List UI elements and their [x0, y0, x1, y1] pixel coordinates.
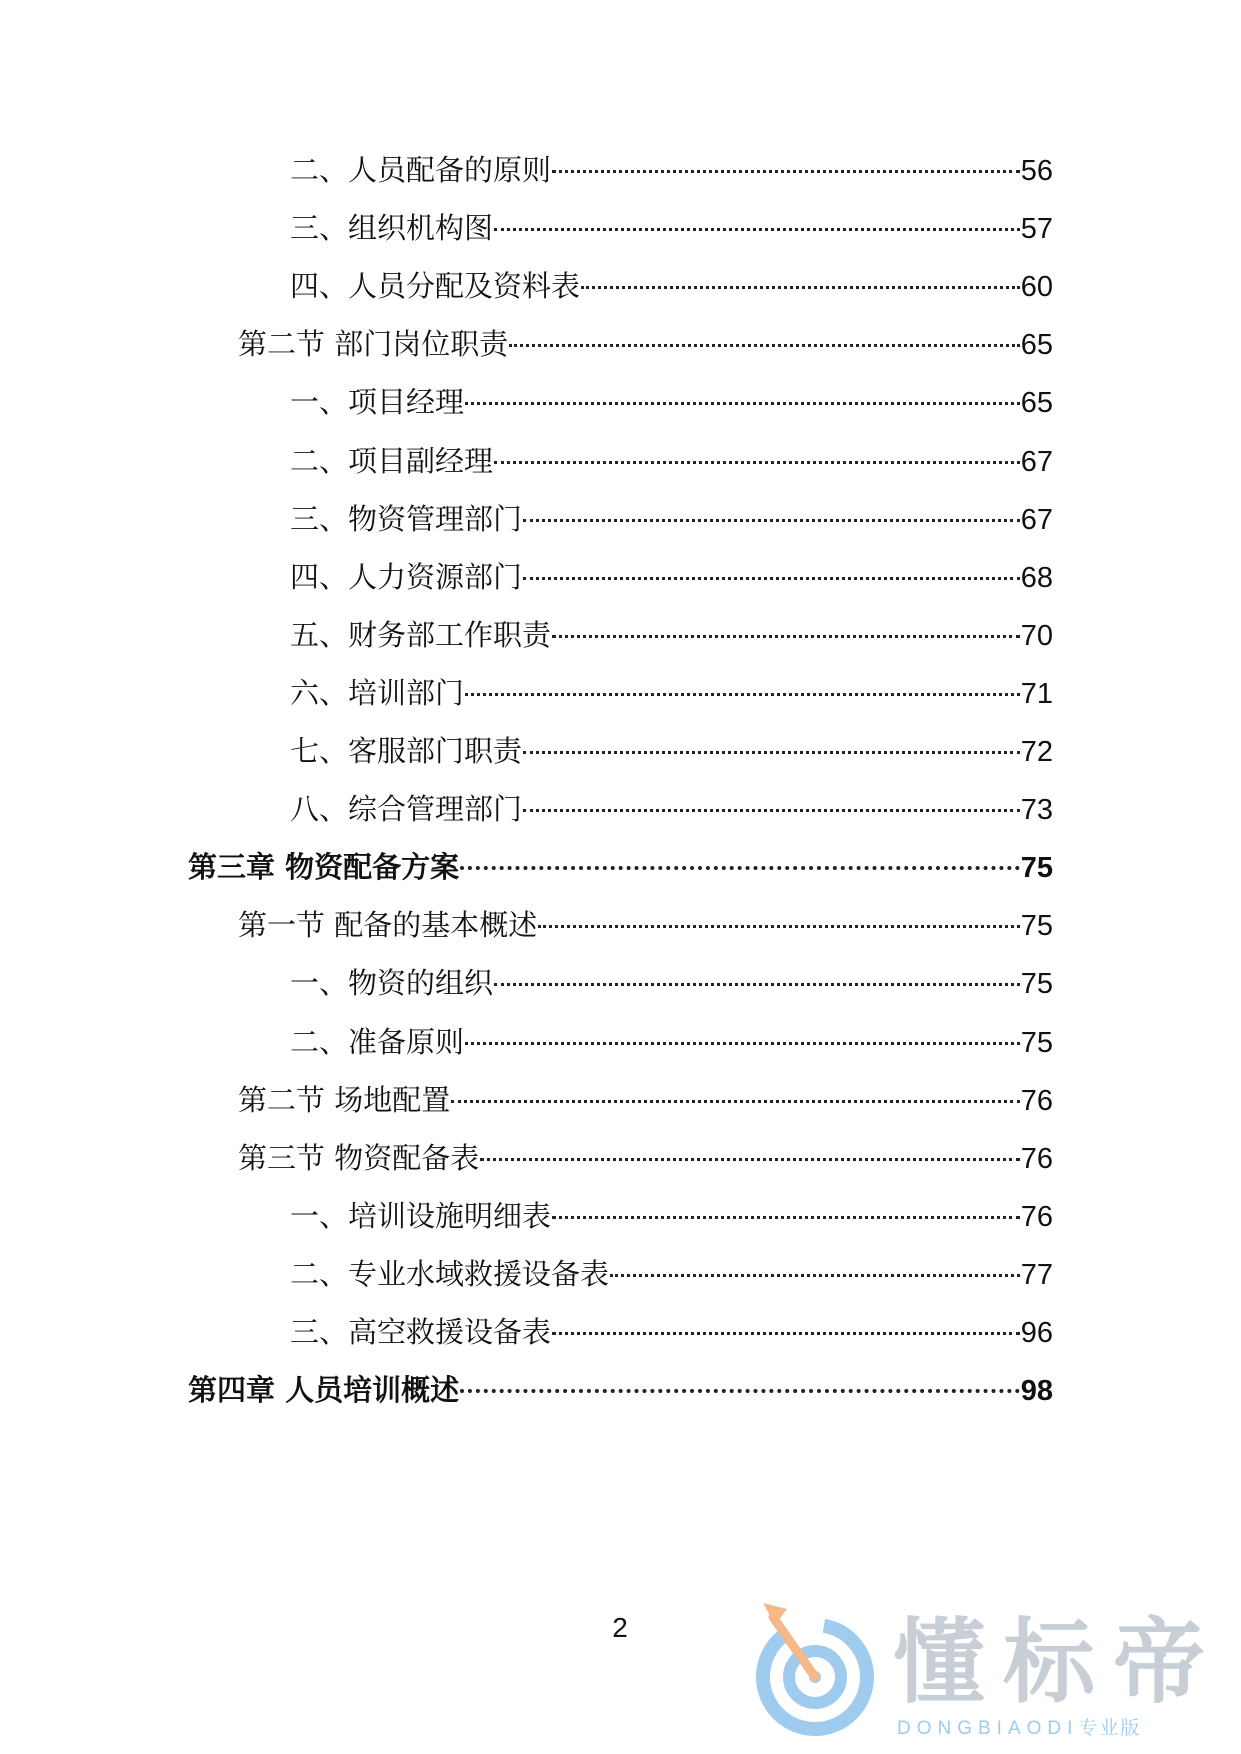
toc-entry-page: 68 [1020, 562, 1053, 594]
toc-entry-title: 一、项目经理 [290, 385, 465, 419]
toc-leader-dots [494, 228, 1020, 231]
toc-entry-title: 二、专业水域救援设备表 [290, 1257, 610, 1291]
toc-entry-title: 七、客服部门职责 [290, 734, 523, 768]
toc-subsection-entry[interactable] [290, 1020, 1053, 1064]
toc-entry-title: 第二节 部门岗位职责 [238, 327, 509, 361]
toc-entry-page: 67 [1020, 446, 1053, 478]
toc-entry-page: 72 [1020, 736, 1053, 768]
toc-leader-dots [465, 1042, 1020, 1045]
toc-subsection-entry[interactable] [290, 729, 1053, 773]
toc-entry-title: 四、人力资源部门 [290, 560, 523, 594]
toc-leader-dots [460, 866, 1020, 870]
toc-entry-title: 第二节 场地配置 [238, 1083, 451, 1117]
target-arrow-icon [753, 1595, 893, 1745]
toc-entry-page: 75 [1020, 852, 1053, 884]
toc-subsection-entry[interactable] [290, 380, 1053, 424]
toc-entry-page: 75 [1020, 1027, 1053, 1059]
toc-entry-page: 76 [1020, 1085, 1053, 1117]
toc-entry-page: 96 [1020, 1317, 1053, 1349]
toc-leader-dots [581, 286, 1020, 289]
toc-leader-dots [523, 809, 1020, 812]
toc-section-entry[interactable] [238, 903, 1053, 947]
toc-entry-title: 第三节 物资配备表 [238, 1141, 480, 1175]
toc-entry-title: 二、项目副经理 [290, 444, 494, 478]
page-number: 2 [612, 1612, 628, 1643]
toc-entry-page: 70 [1020, 620, 1053, 652]
toc-entry-title: 四、人员分配及资料表 [290, 269, 581, 303]
toc-entry-page: 76 [1020, 1143, 1053, 1175]
toc-entry-page: 65 [1020, 329, 1053, 361]
toc-leader-dots [523, 751, 1020, 754]
watermark-subtitle [897, 1713, 1141, 1740]
toc-chapter-entry[interactable] [188, 1368, 1053, 1412]
toc-entry-title: 三、物资管理部门 [290, 502, 523, 536]
toc-leader-dots [509, 344, 1020, 347]
toc-leader-dots [610, 1274, 1020, 1277]
toc-entry-title: 三、高空救援设备表 [290, 1315, 552, 1349]
toc-entry-page: 76 [1020, 1201, 1053, 1233]
toc-entry-title: 一、培训设施明细表 [290, 1199, 552, 1233]
toc-entry-title: 二、准备原则 [290, 1025, 465, 1059]
toc-entry-page: 75 [1020, 968, 1053, 1000]
toc-entry-page: 57 [1020, 213, 1053, 245]
toc-leader-dots [480, 1158, 1020, 1161]
toc-section-entry[interactable] [238, 1136, 1053, 1180]
toc-subsection-entry[interactable] [290, 1252, 1053, 1296]
toc-entry-title: 第三章 物资配备方案 [188, 850, 460, 884]
toc-chapter-entry[interactable] [188, 845, 1053, 889]
toc-subsection-entry[interactable] [290, 1194, 1053, 1238]
toc-leader-dots [465, 693, 1020, 696]
toc-entry-title: 五、财务部工作职责 [290, 618, 552, 652]
toc-leader-dots [538, 925, 1020, 928]
toc-leader-dots [552, 1216, 1020, 1219]
toc-entry-page: 98 [1020, 1375, 1053, 1407]
toc-leader-dots [494, 983, 1020, 986]
toc-entry-page: 60 [1020, 271, 1053, 303]
toc-subsection-entry[interactable] [290, 671, 1053, 715]
toc-entry-page: 65 [1020, 387, 1053, 419]
toc-subsection-entry[interactable] [290, 439, 1053, 483]
toc-entry-title: 八、综合管理部门 [290, 792, 523, 826]
toc-leader-dots [523, 577, 1020, 580]
toc-subsection-entry[interactable] [290, 555, 1053, 599]
toc-leader-dots [523, 519, 1020, 522]
toc-entry-title: 二、人员配备的原则 [290, 153, 552, 187]
toc-entry-title: 第一节 配备的基本概述 [238, 908, 538, 942]
toc-leader-dots [552, 170, 1020, 173]
toc-subsection-entry[interactable] [290, 787, 1053, 831]
toc-subsection-entry[interactable] [290, 206, 1053, 250]
toc-entry-page: 75 [1020, 910, 1053, 942]
toc-subsection-entry[interactable] [290, 148, 1053, 192]
toc-entry-page: 77 [1020, 1259, 1053, 1291]
toc-entry-title: 一、物资的组织 [290, 966, 494, 1000]
toc-leader-dots [494, 461, 1020, 464]
toc-leader-dots [552, 1332, 1020, 1335]
toc-section-entry[interactable] [238, 1078, 1053, 1122]
toc-subsection-entry[interactable] [290, 264, 1053, 308]
toc-subsection-entry[interactable] [290, 613, 1053, 657]
watermark-title: 懂标帝 [893, 1609, 1224, 1716]
toc-entry-page: 73 [1020, 794, 1053, 826]
toc-leader-dots [465, 402, 1020, 405]
toc-entry-page: 71 [1020, 678, 1053, 710]
watermark-tag: 专业版 [1078, 1718, 1142, 1739]
watermark [745, 1595, 1225, 1750]
toc-subsection-entry[interactable] [290, 961, 1053, 1005]
toc-leader-dots [460, 1389, 1020, 1393]
toc-subsection-entry[interactable] [290, 497, 1053, 541]
toc-entry-page: 56 [1020, 155, 1053, 187]
toc-leader-dots [451, 1100, 1020, 1103]
toc-subsection-entry[interactable] [290, 1310, 1053, 1354]
toc-leader-dots [552, 635, 1020, 638]
toc-section-entry[interactable] [238, 322, 1053, 366]
toc-entry-title: 第四章 人员培训概述 [188, 1373, 460, 1407]
watermark-subtitle-text: DONGBIAODI [897, 1718, 1079, 1739]
toc-entry-title: 三、组织机构图 [290, 211, 494, 245]
toc-entry-title: 六、培训部门 [290, 676, 465, 710]
toc-entry-page: 67 [1020, 504, 1053, 536]
